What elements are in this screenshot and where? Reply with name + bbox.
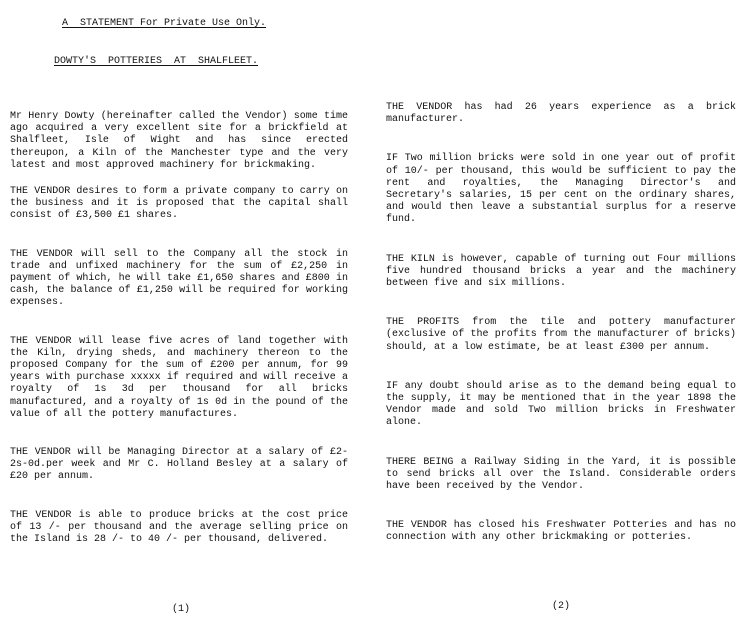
- page-number: (2): [552, 601, 571, 612]
- paragraph-freshwater: THE VENDOR has closed his Freshwater Potteries and has no connection with any other brickmaking or potteries.: [386, 520, 736, 544]
- paragraph-kiln: THE KILN is however, capable of turning out Four millions five hundred thousand bricks a year and the machinery between five and six millions.: [386, 253, 736, 290]
- page-two-body: [386, 102, 736, 572]
- potteries-subheading: DOWTY'S POTTERIES AT SHALFLEET.: [54, 56, 259, 67]
- statement-heading: A STATEMENT For Private Use Only.: [62, 18, 267, 29]
- paragraph-site: Mr Henry Dowty (hereinafter called the Vendor) some time ago acquired a very excellent site for a brickfield at Shalfleet, Isle of Wight and has since erected thereupon, a Kiln of the Manchester type and the very latest and most approved machinery for brickmaking.: [10, 111, 348, 171]
- page-two: [378, 0, 738, 630]
- paragraph-profit: IF Two million bricks were sold in one year out of profit of 10/- per thousand, this would be sufficient to pay the rent and royalties, the Managing Director's and Secretary's salaries, 15 per cent on the ordinary shares, and would then leave a substantial surplus for a reserve fund.: [386, 153, 736, 226]
- paragraph-demand: IF any doubt should arise as to the demand being equal to the supply, it may be mentioned that in the year 1898 the Vendor made and sold Two million bricks in Freshwater alone.: [386, 380, 736, 429]
- paragraph-company: THE VENDOR desires to form a private company to carry on the business and it is proposed that the capital shall consist of £3,500 £1 shares.: [10, 186, 348, 222]
- paragraph-sale: THE VENDOR will sell to the Company all the stock in trade and unfixed machinery for the sum of £2,250 in payment of which, he will take £1,650 shares and £800 in cash, the balance of £1,250 will be required for working expenses.: [10, 248, 348, 309]
- paragraph-director: THE VENDOR will be Managing Director at a salary of £2-2s-0d.per week and Mr C. Holland Besley at a salary of £20 per annum.: [10, 447, 348, 483]
- page-one-body: [10, 111, 348, 572]
- paragraph-experience: THE VENDOR has had 26 years experience as a brick manufacturer.: [386, 102, 736, 126]
- paragraph-cost: THE VENDOR is able to produce bricks at the cost price of 13 /- per thousand and the average selling price on the Island is 28 /- to 40 /- per thousand, delivered.: [10, 509, 348, 546]
- paragraph-railway: THERE BEING a Railway Siding in the Yard, it is possible to send bricks all over the Island. Considerable orders have been received by the Vendor.: [386, 456, 736, 493]
- paragraph-lease: THE VENDOR will lease five acres of land together with the Kiln, drying sheds, and machinery thereon to the proposed Company for the sum of £200 per annum, for 99 years with purchase xxxxx if required and will receive a royalty of 1s 3d per thousand for all bricks manufactured, and a royalty of 1s 0d in the pound of the value of all the pottery manufactures.: [10, 335, 348, 420]
- paragraph-pottery-profits: THE PROFITS from the tile and pottery manufacturer (exclusive of the profits from the manufacturer of bricks) should, at a low estimate, be at least £300 per annum.: [386, 317, 736, 353]
- page-number: (1): [172, 604, 191, 615]
- page-one: [0, 0, 360, 630]
